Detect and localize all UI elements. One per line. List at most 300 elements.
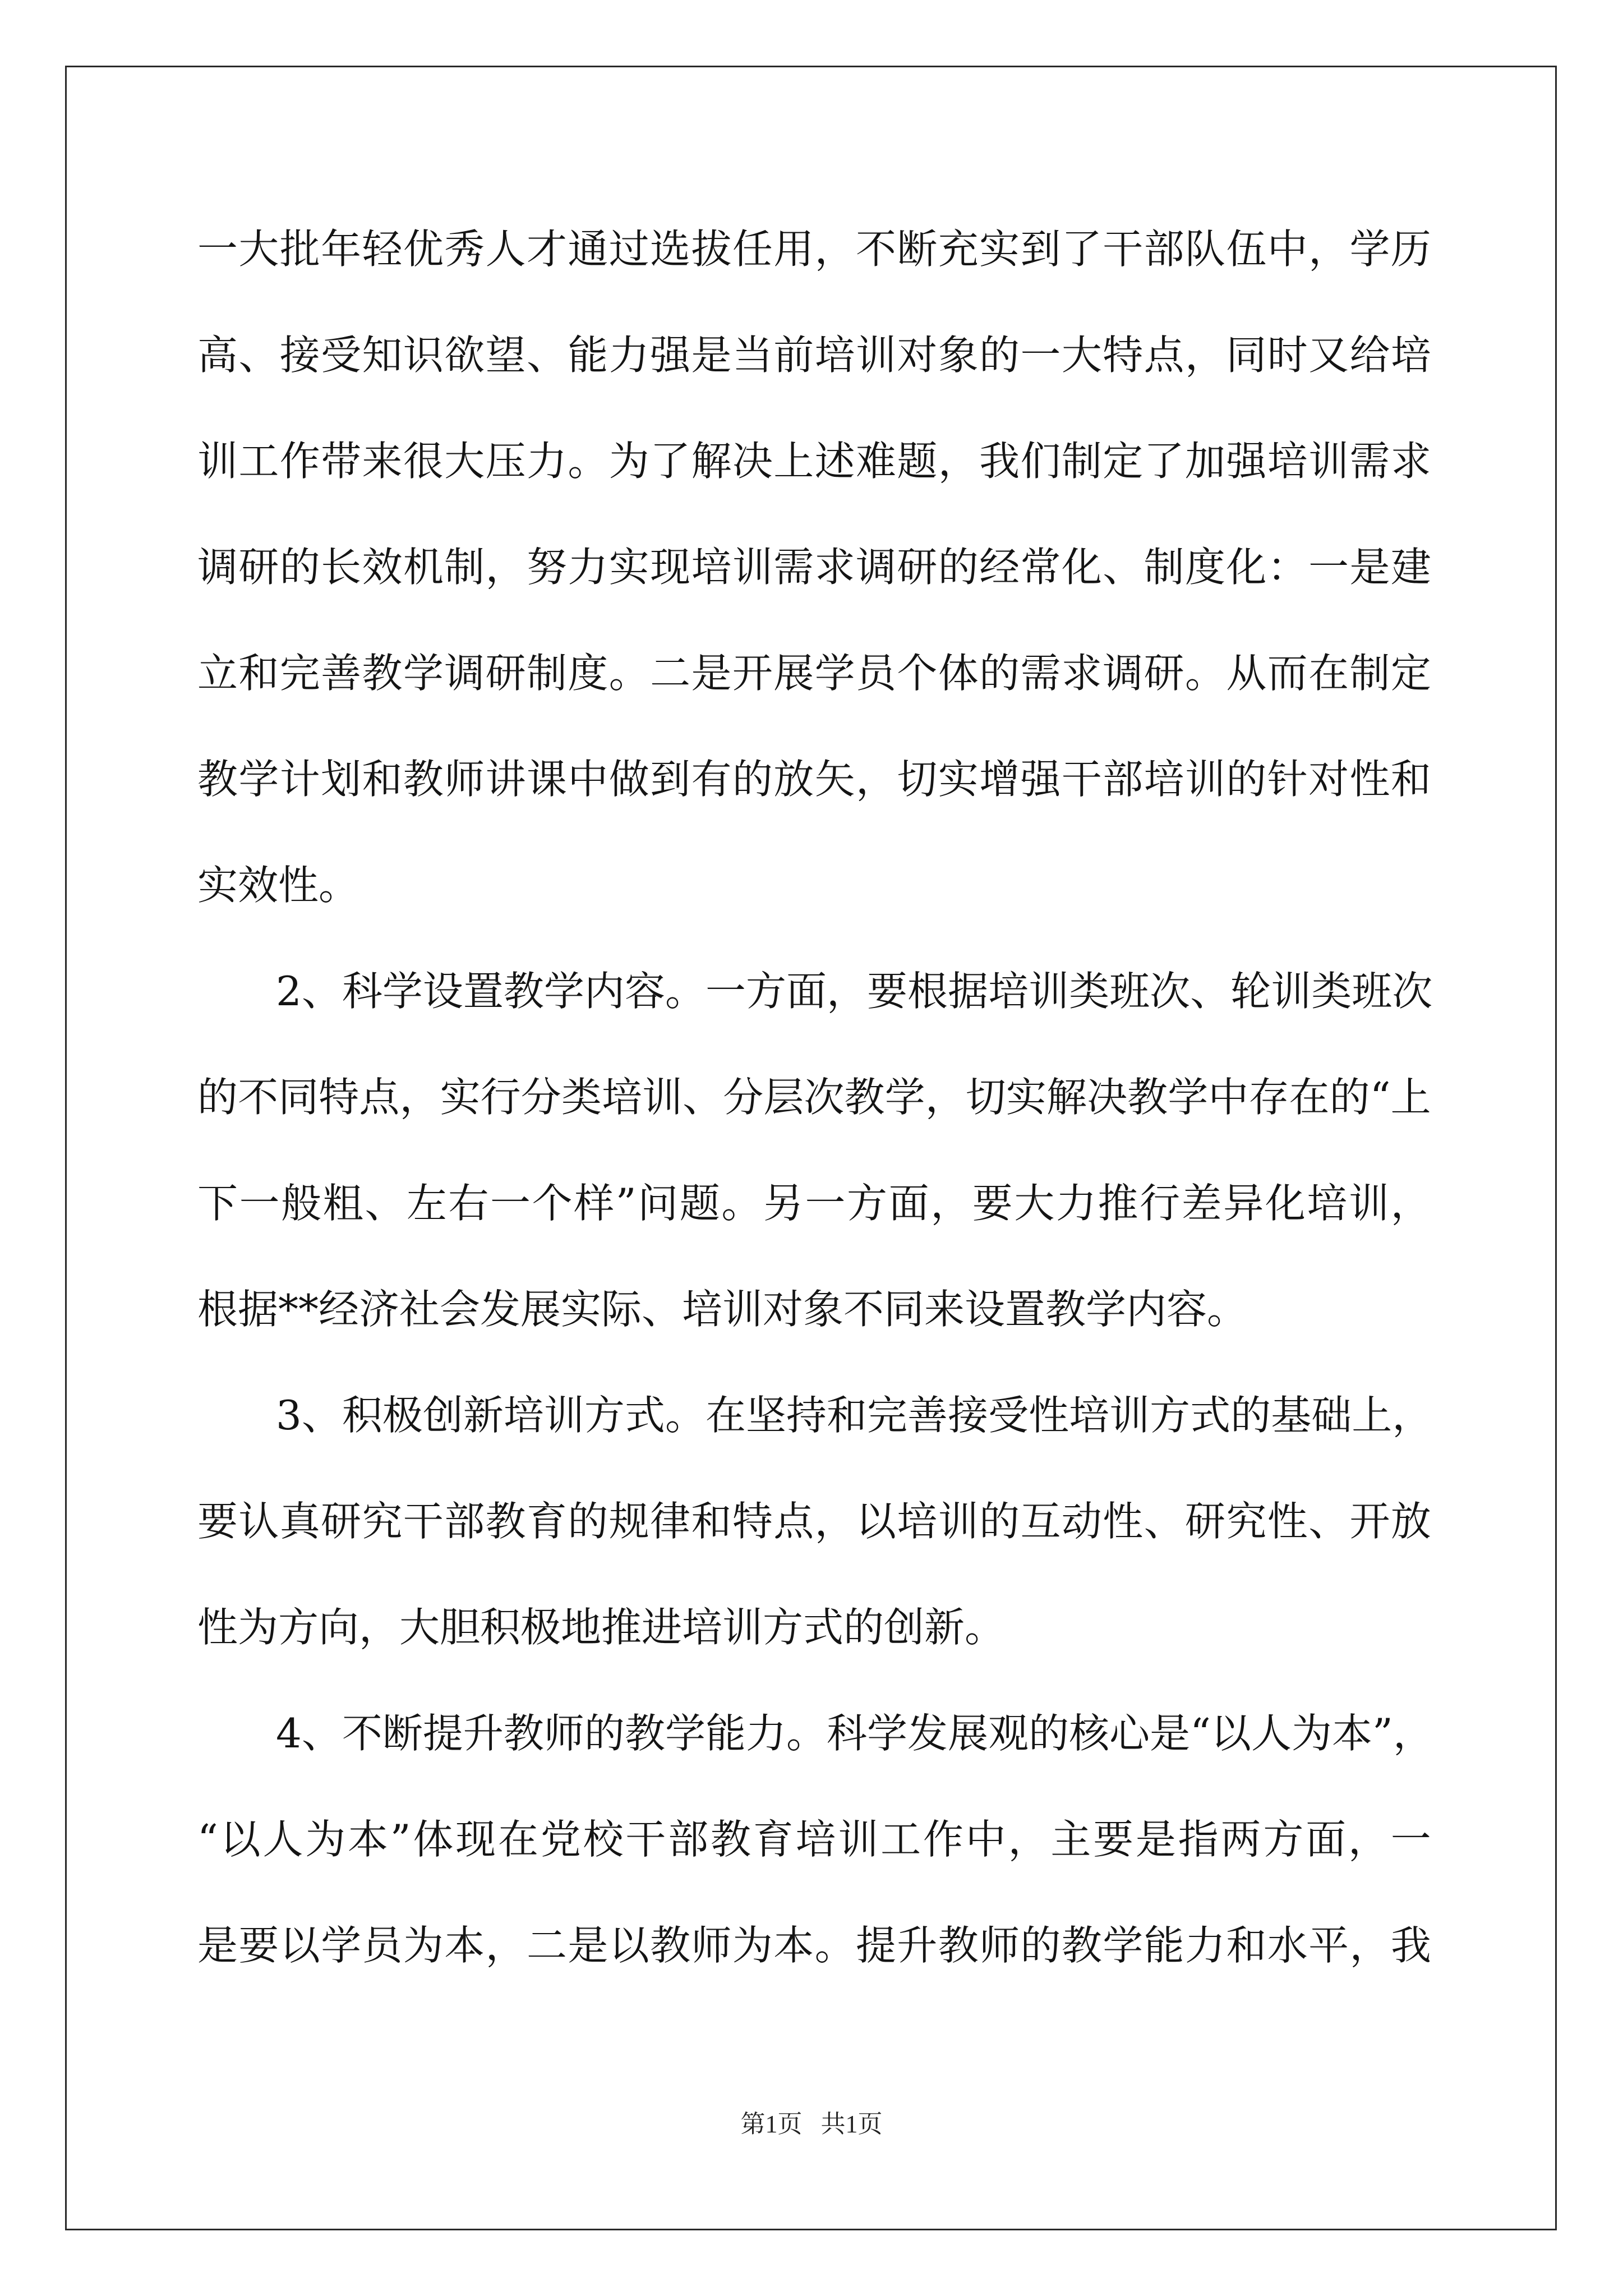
glyph: 分 <box>520 1074 561 1121</box>
glyph: 了 <box>1144 438 1184 485</box>
glyph: 我 <box>1390 1922 1431 1969</box>
paragraph-4-start <box>197 1702 1431 1808</box>
text-line <box>197 1066 1431 1172</box>
glyph: 队 <box>1185 226 1226 273</box>
glyph: 加 <box>1185 438 1226 485</box>
glyph: 样 <box>574 1180 615 1227</box>
glyph: ， <box>1392 1392 1433 1439</box>
glyph: 真 <box>279 1498 320 1545</box>
glyph: 、 <box>301 1710 342 1757</box>
glyph: 部 <box>1144 226 1184 273</box>
glyph: 个 <box>897 650 938 697</box>
text-line: 根据**经济社会发展实际、培训对象不同来设置教学内容。 <box>197 1286 1248 1333</box>
glyph: 和 <box>691 1498 732 1545</box>
glyph: 述 <box>814 438 855 485</box>
glyph: 培 <box>988 968 1029 1015</box>
glyph: 对 <box>1308 756 1349 803</box>
glyph: 学 <box>665 1710 706 1757</box>
glyph: ， <box>814 226 855 273</box>
glyph: 干 <box>625 1816 666 1863</box>
glyph: 优 <box>403 226 444 273</box>
glyph: ， <box>1349 1922 1390 1969</box>
glyph: 选 <box>650 226 691 273</box>
glyph: 要 <box>972 1180 1013 1227</box>
glyph: 的 <box>1230 1392 1271 1439</box>
glyph: 性 <box>1349 756 1390 803</box>
glyph: 类 <box>1311 968 1352 1015</box>
glyph: 方 <box>1263 1816 1304 1863</box>
glyph: 以 <box>220 1816 261 1863</box>
glyph: 工 <box>880 1816 921 1863</box>
glyph: 机 <box>403 544 444 591</box>
glyph: 的 <box>1226 756 1267 803</box>
glyph: 训 <box>1109 1392 1150 1439</box>
glyph: 放 <box>773 756 814 803</box>
glyph: 创 <box>422 1392 463 1439</box>
glyph: 两 <box>1220 1816 1261 1863</box>
glyph: 培 <box>1144 756 1184 803</box>
glyph: 同 <box>1226 332 1267 379</box>
glyph: 校 <box>583 1816 624 1863</box>
glyph: 。 <box>608 650 649 697</box>
glyph: 育 <box>753 1816 794 1863</box>
glyph: 接 <box>948 1392 989 1439</box>
glyph: 化 <box>1061 544 1102 591</box>
glyph: 一 <box>1308 544 1349 591</box>
document-body <box>197 218 1431 2020</box>
glyph: 主 <box>1050 1816 1091 1863</box>
glyph: 完 <box>867 1392 908 1439</box>
glyph: 能 <box>568 332 608 379</box>
text-line: 实效性。 <box>197 862 359 909</box>
glyph: 点 <box>359 1074 400 1121</box>
glyph: 研 <box>238 544 279 591</box>
glyph: ， <box>925 1074 966 1121</box>
glyph: 规 <box>608 1498 649 1545</box>
glyph: 层 <box>763 1074 804 1121</box>
glyph: 、 <box>1308 1498 1349 1545</box>
glyph: 制 <box>1061 438 1102 485</box>
glyph: 育 <box>527 1498 568 1545</box>
glyph: 右 <box>448 1180 489 1227</box>
glyph: 大 <box>444 438 485 485</box>
glyph: 受 <box>321 332 362 379</box>
glyph: 中 <box>1267 226 1308 273</box>
glyph: 而 <box>1267 650 1308 697</box>
glyph: 实 <box>440 1074 481 1121</box>
glyph: 时 <box>1267 332 1308 379</box>
glyph: 题 <box>679 1180 720 1227</box>
glyph: 化 <box>1265 1180 1306 1227</box>
glyph: 要 <box>238 1922 279 1969</box>
glyph: 当 <box>732 332 773 379</box>
glyph: 又 <box>1308 332 1349 379</box>
glyph: ， <box>1185 332 1226 379</box>
glyph: 。 <box>665 1392 706 1439</box>
glyph: 要 <box>1093 1816 1134 1863</box>
glyph: 难 <box>856 438 897 485</box>
glyph: 研 <box>485 650 526 697</box>
glyph: 轻 <box>362 226 403 273</box>
glyph: 来 <box>362 438 403 485</box>
glyph: 要 <box>197 1498 238 1545</box>
glyph: 是 <box>568 1922 608 1969</box>
glyph: ， <box>930 1180 971 1227</box>
glyph: 次 <box>1150 968 1191 1015</box>
glyph: 针 <box>1267 756 1308 803</box>
glyph: 受 <box>988 1392 1029 1439</box>
glyph: 。 <box>786 1710 827 1757</box>
glyph: 们 <box>1020 438 1061 485</box>
glyph: 中 <box>1208 1074 1249 1121</box>
glyph: 班 <box>1352 968 1393 1015</box>
glyph: 以 <box>279 1922 320 1969</box>
glyph: 断 <box>382 1710 423 1757</box>
glyph: 从 <box>1226 650 1267 697</box>
glyph: 以 <box>608 1922 649 1969</box>
glyph: 矢 <box>814 756 855 803</box>
glyph: 学 <box>1349 226 1390 273</box>
glyph: 另 <box>763 1180 804 1227</box>
glyph: 力 <box>568 544 608 591</box>
glyph: 能 <box>1144 1922 1184 1969</box>
glyph: 、 <box>1144 1498 1184 1545</box>
glyph: 定 <box>1390 650 1431 697</box>
glyph: 充 <box>938 226 979 273</box>
glyph: ” <box>615 1180 637 1227</box>
glyph: 中 <box>965 1816 1006 1863</box>
glyph: 一 <box>239 1180 280 1227</box>
glyph: 师 <box>691 1922 732 1969</box>
glyph: 、 <box>238 332 279 379</box>
glyph: 个 <box>532 1180 573 1227</box>
glyph: 学 <box>238 756 279 803</box>
glyph: 断 <box>897 226 938 273</box>
glyph: 现 <box>650 544 691 591</box>
glyph: 内 <box>584 968 625 1015</box>
glyph: 力 <box>1185 1922 1226 1969</box>
glyph: 师 <box>444 756 485 803</box>
glyph: 年 <box>321 226 362 273</box>
glyph: 员 <box>856 650 897 697</box>
glyph: 要 <box>867 968 908 1015</box>
glyph: 研 <box>321 1498 362 1545</box>
glyph: 训 <box>1348 1180 1389 1227</box>
glyph: 班 <box>1109 968 1150 1015</box>
glyph: 善 <box>907 1392 948 1439</box>
glyph: 调 <box>856 544 897 591</box>
glyph: 在 <box>1289 1074 1330 1121</box>
glyph: 完 <box>279 650 320 697</box>
glyph: 长 <box>321 544 362 591</box>
glyph: 训 <box>838 1816 879 1863</box>
glyph: 培 <box>691 544 732 591</box>
glyph: 为 <box>608 438 649 485</box>
glyph: 经 <box>979 544 1020 591</box>
glyph: 为 <box>732 1922 773 1969</box>
glyph: 度 <box>1185 544 1226 591</box>
glyph: 行 <box>480 1074 521 1121</box>
glyph: 解 <box>1046 1074 1087 1121</box>
glyph: 培 <box>795 1816 836 1863</box>
glyph: 学 <box>321 1922 362 1969</box>
glyph: 力 <box>1055 1180 1096 1227</box>
glyph: 本 <box>347 1816 388 1863</box>
glyph: 平 <box>1308 1922 1349 1969</box>
glyph: 立 <box>197 650 238 697</box>
glyph: 教 <box>197 756 238 803</box>
glyph: 训 <box>1308 438 1349 485</box>
glyph: 现 <box>455 1816 496 1863</box>
glyph: ， <box>938 438 979 485</box>
text-line: 性为方向，大胆积极地推进培训方式的创新。 <box>197 1604 1006 1651</box>
glyph: 教 <box>650 1922 691 1969</box>
glyph: 师 <box>979 1922 1020 1969</box>
glyph: 教 <box>624 1710 665 1757</box>
glyph: 了 <box>1061 226 1102 273</box>
glyph: 、 <box>301 968 342 1015</box>
text-line <box>197 1808 1431 1914</box>
glyph: 研 <box>1185 1498 1226 1545</box>
glyph: 是 <box>691 332 732 379</box>
glyph: 强 <box>1020 756 1061 803</box>
glyph: 同 <box>278 1074 319 1121</box>
glyph: 上 <box>1390 1074 1431 1121</box>
text-line <box>197 1172 1431 1278</box>
glyph: 任 <box>732 226 773 273</box>
glyph: 心 <box>1109 1710 1150 1757</box>
glyph: 拔 <box>691 226 732 273</box>
glyph: 提 <box>422 1710 463 1757</box>
glyph: 体 <box>413 1816 454 1863</box>
glyph: 教 <box>403 756 444 803</box>
glyph: 带 <box>321 438 362 485</box>
glyph: 需 <box>1349 438 1390 485</box>
glyph: 的 <box>279 544 320 591</box>
glyph: 放 <box>1390 1498 1431 1545</box>
glyph: 据 <box>948 968 989 1015</box>
glyph: 学 <box>403 650 444 697</box>
glyph: 秀 <box>444 226 485 273</box>
paragraph-2-start <box>197 960 1431 1066</box>
glyph: 次 <box>804 1074 845 1121</box>
glyph: 学 <box>543 968 584 1015</box>
glyph: 容 <box>624 968 665 1015</box>
glyph: 教 <box>503 968 544 1015</box>
glyph: 面 <box>888 1180 929 1227</box>
glyph: 下 <box>197 1180 238 1227</box>
glyph: “ <box>1190 1710 1211 1757</box>
glyph: 大 <box>1061 332 1102 379</box>
glyph: 强 <box>1226 438 1267 485</box>
glyph: 教 <box>1061 1922 1102 1969</box>
glyph: 教 <box>485 1498 526 1545</box>
glyph: 师 <box>543 1710 584 1757</box>
glyph: 学 <box>1168 1074 1209 1121</box>
glyph: 培 <box>814 332 855 379</box>
glyph: 干 <box>1103 226 1144 273</box>
glyph: 调 <box>1103 650 1144 697</box>
glyph: 左 <box>406 1180 447 1227</box>
glyph: 制 <box>1144 544 1184 591</box>
glyph: ： <box>1267 544 1308 591</box>
glyph: 调 <box>444 650 485 697</box>
glyph: 需 <box>773 544 814 591</box>
glyph: 般 <box>281 1180 322 1227</box>
glyph: 是 <box>1135 1816 1176 1863</box>
glyph: ， <box>1393 1710 1433 1757</box>
glyph: 是 <box>1349 544 1390 591</box>
glyph: 一 <box>490 1180 531 1227</box>
text-line <box>197 1490 1431 1596</box>
glyph: 在 <box>497 1816 538 1863</box>
glyph: 方 <box>745 968 786 1015</box>
glyph: 一 <box>805 1180 846 1227</box>
glyph: 、 <box>301 1392 342 1439</box>
glyph: 特 <box>732 1498 773 1545</box>
glyph: 到 <box>650 756 691 803</box>
glyph: 指 <box>1178 1816 1219 1863</box>
glyph: ” <box>390 1816 411 1863</box>
glyph: 科 <box>342 968 382 1015</box>
glyph: 有 <box>691 756 732 803</box>
glyph: 训 <box>1185 756 1226 803</box>
glyph: 、 <box>683 1074 723 1121</box>
glyph: 的 <box>197 1074 238 1121</box>
glyph: 体 <box>938 650 979 697</box>
glyph: ， <box>1308 226 1349 273</box>
glyph: 才 <box>527 226 568 273</box>
glyph: 员 <box>362 1922 403 1969</box>
glyph: 为 <box>1292 1710 1332 1757</box>
glyph: 中 <box>568 756 608 803</box>
glyph: 3 <box>276 1392 302 1439</box>
glyph: 实 <box>1006 1074 1046 1121</box>
glyph: 为 <box>403 1922 444 1969</box>
glyph: 切 <box>965 1074 1006 1121</box>
glyph: 常 <box>1020 544 1061 591</box>
glyph: 培 <box>1307 1180 1348 1227</box>
glyph: 决 <box>732 438 773 485</box>
glyph: ， <box>485 544 526 591</box>
glyph: 是 <box>1150 1710 1191 1757</box>
glyph: 础 <box>1311 1392 1352 1439</box>
glyph: 干 <box>403 1498 444 1545</box>
glyph: 部 <box>1103 756 1144 803</box>
glyph: 研 <box>1144 650 1184 697</box>
glyph: 坚 <box>745 1392 786 1439</box>
glyph: 方 <box>1150 1392 1191 1439</box>
glyph: 努 <box>527 544 568 591</box>
glyph: 训 <box>1029 968 1069 1015</box>
glyph: 科 <box>827 1710 868 1757</box>
glyph: 求 <box>814 544 855 591</box>
glyph: 过 <box>608 226 649 273</box>
glyph: 前 <box>773 332 814 379</box>
glyph: 在 <box>705 1392 746 1439</box>
glyph: 实 <box>938 756 979 803</box>
glyph: 计 <box>279 756 320 803</box>
glyph: 知 <box>362 332 403 379</box>
glyph: 决 <box>1087 1074 1128 1121</box>
glyph: 面 <box>1306 1816 1347 1863</box>
glyph: 调 <box>197 544 238 591</box>
glyph: 的 <box>979 332 1020 379</box>
glyph: 式 <box>624 1392 665 1439</box>
glyph: 式 <box>1190 1392 1231 1439</box>
glyph: 以 <box>1210 1710 1251 1757</box>
glyph: 、 <box>1103 544 1144 591</box>
glyph: 动 <box>1061 1498 1102 1545</box>
glyph: 认 <box>238 1498 279 1545</box>
glyph: 大 <box>1014 1180 1055 1227</box>
glyph: 、 <box>527 332 568 379</box>
glyph: 高 <box>197 332 238 379</box>
glyph: 和 <box>238 650 279 697</box>
glyph: 培 <box>1267 438 1308 485</box>
glyph: 党 <box>540 1816 581 1863</box>
glyph: 给 <box>1349 332 1390 379</box>
glyph: 训 <box>938 1498 979 1545</box>
text-line <box>197 1914 1431 2020</box>
glyph: 培 <box>1390 332 1431 379</box>
glyph: 化 <box>1226 544 1267 591</box>
glyph: 性 <box>1103 1498 1144 1545</box>
glyph: 力 <box>745 1710 786 1757</box>
glyph: 面 <box>786 968 827 1015</box>
glyph: 伍 <box>1226 226 1267 273</box>
glyph: 人 <box>485 226 526 273</box>
glyph: ， <box>399 1074 440 1121</box>
glyph: 的 <box>979 1498 1020 1545</box>
glyph: 实 <box>608 544 649 591</box>
glyph: 压 <box>485 438 526 485</box>
glyph: 善 <box>321 650 362 697</box>
glyph: 用 <box>773 226 814 273</box>
glyph: 问 <box>638 1180 679 1227</box>
glyph: 学 <box>1103 1922 1144 1969</box>
glyph: 培 <box>503 1392 544 1439</box>
text-line <box>197 536 1431 642</box>
glyph: 一 <box>705 968 746 1015</box>
glyph: 升 <box>897 1922 938 1969</box>
glyph: 核 <box>1069 1710 1110 1757</box>
glyph: 异 <box>1223 1180 1264 1227</box>
glyph: 极 <box>382 1392 423 1439</box>
glyph: 、 <box>365 1180 405 1227</box>
glyph: 训 <box>642 1074 683 1121</box>
glyph: 方 <box>584 1392 625 1439</box>
glyph: 课 <box>527 756 568 803</box>
glyph: 教 <box>938 1922 979 1969</box>
glyph: 对 <box>897 332 938 379</box>
glyph: 实 <box>979 226 1020 273</box>
glyph: 新 <box>463 1392 504 1439</box>
glyph: 培 <box>601 1074 642 1121</box>
glyph: “ <box>1370 1074 1391 1121</box>
glyph: 教 <box>710 1816 751 1863</box>
glyph: 大 <box>238 226 279 273</box>
glyph: 粗 <box>322 1180 363 1227</box>
glyph: 作 <box>279 438 320 485</box>
glyph: 力 <box>608 332 649 379</box>
glyph: 讲 <box>485 756 526 803</box>
glyph: 训 <box>543 1392 584 1439</box>
glyph: 根 <box>907 968 948 1015</box>
glyph: 划 <box>321 756 362 803</box>
glyph: 置 <box>463 968 504 1015</box>
glyph: ， <box>1008 1816 1049 1863</box>
